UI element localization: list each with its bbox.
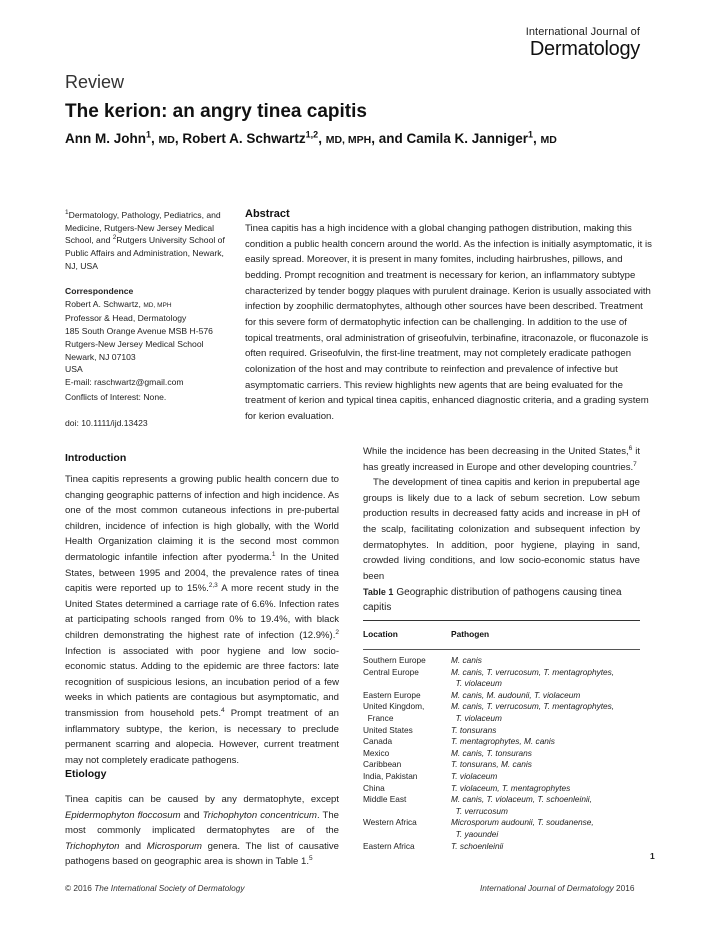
correspondence-line: Rutgers-New Jersey Medical School bbox=[65, 338, 204, 349]
text-run: While the incidence has been decreasing in the United States, bbox=[363, 446, 629, 457]
introduction-paragraph bbox=[65, 472, 339, 768]
location-cell: Caribbean bbox=[363, 759, 402, 770]
pathogen-cell: M. canis, T. verrucosum, T. mentagrophytes, T. violaceum bbox=[451, 666, 615, 689]
pathogen-cell: M. canis, T. verrucosum, T. mentagrophytes, T. violaceum bbox=[451, 701, 615, 723]
pathogen-cell: T. violaceum, T. mentagrophytes bbox=[451, 782, 571, 793]
author-list: Ann M. John$^1$, MD, Robert A. Schwartz$^{1,2}$, MD, MPH, and Camila K. Janniger$^1$, MD bbox=[65, 129, 557, 146]
text-run: Prompt treatment of an inflammatory subtype, the kerion, is necessary to preclude permanent scarring and alopecia. However, current treatment may not completely eradicate pathogens. bbox=[65, 707, 339, 766]
text-run: and bbox=[119, 840, 147, 852]
author-degrees: MD bbox=[158, 134, 175, 146]
right-column-text bbox=[363, 444, 640, 584]
location-cell: China bbox=[363, 782, 385, 793]
affiliation-sup: 1 bbox=[65, 209, 69, 217]
table-row bbox=[363, 794, 640, 817]
location-cell: Central Europe bbox=[363, 666, 419, 677]
author-affiliation-sup: 1 bbox=[528, 129, 534, 140]
table-row bbox=[363, 736, 640, 748]
text-run: Tinea capitis represents a growing public health concern due to changing geographic patterns of infection and high incidence. As one of the most common cutaneous infections in pre-pubertal children, incidence of infection is high globally, with the World Health Organization claiming it is the second most common dermatologic infantile infection after pyoderma. bbox=[65, 474, 339, 563]
body-paragraph bbox=[363, 444, 640, 475]
table-row bbox=[363, 701, 640, 724]
pathogen-table bbox=[363, 620, 640, 852]
pathogen-cell: Microsporum audounii, T. soudanense, T. yaoundei bbox=[451, 817, 594, 839]
doi: doi: 10.1111/ijd.13423 bbox=[65, 418, 148, 428]
author-name: Camila K. Janniger bbox=[406, 131, 529, 146]
location-cell: Eastern Africa bbox=[363, 840, 415, 851]
pathogen-cell: M. canis bbox=[451, 655, 482, 665]
location-cell: Middle East bbox=[363, 794, 407, 805]
footer-society: The International Society of Dermatology bbox=[94, 883, 245, 893]
correspondence-name-text: Robert A. Schwartz, bbox=[65, 298, 144, 309]
text-run: and bbox=[180, 809, 203, 821]
footer-journal bbox=[480, 883, 635, 893]
column-header-location: Location bbox=[363, 621, 451, 650]
table-row bbox=[363, 817, 640, 840]
affiliation-text: Dermatology, Pathology, Pediatrics, and Medicine, Rutgers-New Jersey Medical School, and bbox=[65, 210, 221, 246]
citation-sup: 2 bbox=[335, 628, 339, 636]
text-run: A more recent study in the United States determined a carriage rate of 6.6%. Infection rates at participating schools ranged from 0% to 19.4%, with black children demonstrating the highest rate of infection (12.9%). bbox=[65, 583, 339, 641]
table-row bbox=[363, 650, 640, 667]
pathogen-cell: T. schoenleinii bbox=[451, 840, 504, 851]
pathogen-cell: T. violaceum bbox=[451, 770, 498, 781]
citation-sup: 4 bbox=[220, 706, 225, 714]
text-run: Tinea capitis can be caused by any dermatophyte, except bbox=[65, 794, 339, 805]
footer-year: 2016 bbox=[613, 883, 635, 893]
author-degrees: MD, MPH bbox=[325, 134, 372, 146]
pathogen-cell: T. tonsurans, M. canis bbox=[451, 759, 532, 770]
table-caption-text: Geographic distribution of pathogens causing tinea capitis bbox=[363, 587, 622, 613]
table-caption bbox=[363, 585, 640, 615]
abstract-block bbox=[245, 208, 655, 425]
abstract-text: Tinea capitis has a high incidence with a global changing pathogen distribution, making this condition a public health concern around the world. As the infection is initially asymptomatic, it is easily spread. Moreover, it is present in many fomites, including hairbrushes, pillows, and bedding. Prompt recognition and treatment is necessary for kerion, an inflammatory subtype characterized by tender boggy plaques with purulent drainage. Kerion is usually associated with infection by zoophilic dermatophytes, although other sources have been described. Treatment for this severe form of dermatophytic infection can be challenging. In addition to the use of topical treatments, oral administration of griseofulvin, terbinafine, itraconazole, or fluconazole is often required. Griseofulvin, the first-line treatment, may not completely eradicate pathogen colonization of the host and may contribute to reinfection and prevalence of infective but asymptomatic carriers. This review highlights new agents that are being evaluated for the treatment of kerion and typical tinea capitis, enhanced diagnostic criteria, and a grading system for kerion evaluation. bbox=[245, 223, 652, 422]
correspondence-heading: Correspondence bbox=[65, 286, 134, 296]
journal-name-line1: International Journal of bbox=[525, 26, 640, 38]
etiology-paragraph bbox=[65, 792, 339, 870]
table-row bbox=[363, 748, 640, 760]
article-type-label: Review bbox=[65, 72, 125, 92]
table-row bbox=[363, 783, 640, 795]
conflicts-of-interest: Conflicts of Interest: None. bbox=[65, 392, 167, 402]
location-cell: Southern Europe bbox=[363, 655, 426, 665]
citation-sup: 1 bbox=[271, 550, 276, 558]
affiliation-text: Rutgers University School of Public Affairs and Administration, Newark, NJ, USA bbox=[65, 235, 225, 271]
author-name: Robert A. Schwartz bbox=[182, 131, 306, 146]
abstract-heading: Abstract bbox=[245, 208, 290, 220]
journal-name-line2: Dermatology bbox=[529, 38, 640, 60]
location-cell: United Kingdom, France bbox=[363, 701, 425, 723]
author-degrees: MD bbox=[540, 134, 557, 146]
pathogen-cell: M. canis, T. tonsurans bbox=[451, 747, 532, 758]
correspondence-line: 185 South Orange Avenue MSB H-576 bbox=[65, 326, 213, 337]
correspondence-degrees: MD, MPH bbox=[143, 301, 172, 309]
citation-sup: 7 bbox=[633, 460, 637, 468]
location-cell: Canada bbox=[363, 736, 393, 747]
text-run: . The most commonly implicated dermatophytes are of the bbox=[65, 809, 339, 837]
correspondence-email: E-mail: raschwartz@gmail.com bbox=[65, 376, 184, 387]
table-row bbox=[363, 771, 640, 783]
correspondence-name bbox=[65, 298, 235, 313]
table-row bbox=[363, 759, 640, 771]
table-header-row bbox=[363, 621, 640, 650]
table-row bbox=[363, 725, 640, 737]
text-run: it has greatly increased in Europe and other developing countries. bbox=[363, 446, 640, 473]
etiology-heading: Etiology bbox=[65, 768, 107, 780]
table-row bbox=[363, 841, 640, 853]
citation-sup: 6 bbox=[628, 444, 633, 452]
citation-sup: 5 bbox=[308, 855, 313, 863]
text-run: genera. The list of causative pathogens based on geographic area is shown in Table 1. bbox=[65, 840, 339, 868]
correspondence-line: Professor & Head, Dermatology bbox=[65, 313, 187, 324]
correspondence-block bbox=[65, 285, 235, 389]
author-name: Ann M. John bbox=[65, 131, 146, 146]
pathogen-cell: M. canis, T. violaceum, T. schoenleinii, T. verrucosum bbox=[451, 794, 592, 816]
introduction-heading: Introduction bbox=[65, 452, 127, 464]
pathogen-cell: T. mentagrophytes, M. canis bbox=[451, 736, 555, 747]
footer-text: © 2016 bbox=[65, 883, 95, 893]
location-cell: United States bbox=[363, 724, 413, 735]
location-cell: Western Africa bbox=[363, 817, 417, 828]
table-row bbox=[363, 690, 640, 702]
table-label: Table 1 bbox=[363, 587, 394, 597]
affiliations bbox=[65, 209, 235, 273]
location-cell: Eastern Europe bbox=[363, 689, 421, 700]
article-title: The kerion: an angry tinea capitis bbox=[65, 101, 367, 122]
location-cell: India, Pakistan bbox=[363, 770, 418, 781]
location-cell: Mexico bbox=[363, 747, 390, 758]
page-number: 1 bbox=[650, 851, 655, 861]
text-run: Infection is associated with poor hygiene and low socio-economic status. Adding to the epidemic are three factors: late recognition of suspicious lesions, an incubation period of a few weeks in which patients are contagious but asymptomatic, and transmission from household pets. bbox=[65, 645, 339, 719]
genus-name: Trichophyton bbox=[65, 840, 120, 852]
author-affiliation-sup: 1,2 bbox=[305, 129, 319, 140]
etiology-text bbox=[65, 792, 339, 870]
correspondence-line: Newark, NJ 07103 bbox=[65, 351, 136, 362]
table-row bbox=[363, 667, 640, 690]
species-name: Epidermophyton floccosum bbox=[65, 809, 181, 821]
pathogen-cell: M. canis, M. audounii, T. violaceum bbox=[451, 689, 581, 700]
footer-journal-name: International Journal of Dermatology bbox=[480, 883, 614, 893]
introduction-text bbox=[65, 472, 339, 768]
genus-name: Microsporum bbox=[146, 840, 202, 852]
species-name: Trichophyton concentricum bbox=[202, 809, 317, 821]
column-header-pathogen: Pathogen bbox=[451, 621, 640, 650]
author-affiliation-sup: 1 bbox=[146, 129, 152, 140]
footer-copyright bbox=[65, 883, 245, 893]
text-run: In the United States, between 1995 and 2004, the prevalence rates of tinea capitis were reported up to 15%. bbox=[65, 551, 339, 595]
citation-sup: 2,3 bbox=[208, 581, 218, 589]
affiliation-sup: 2 bbox=[112, 234, 117, 242]
correspondence-line: USA bbox=[65, 364, 83, 375]
pathogen-cell: T. tonsurans bbox=[451, 724, 497, 735]
body-paragraph: The development of tinea capitis and kerion in prepubertal age groups is likely due to a lack of sebum secretion. Low sebum production results in decreased fatty acids and increase in pH of the scalp, facilitating colonization and subsequent infection by dermatophytes. In addition, poor hygiene, playing in sand, crowded living conditions, and low socio-economic status have been bbox=[363, 477, 640, 582]
